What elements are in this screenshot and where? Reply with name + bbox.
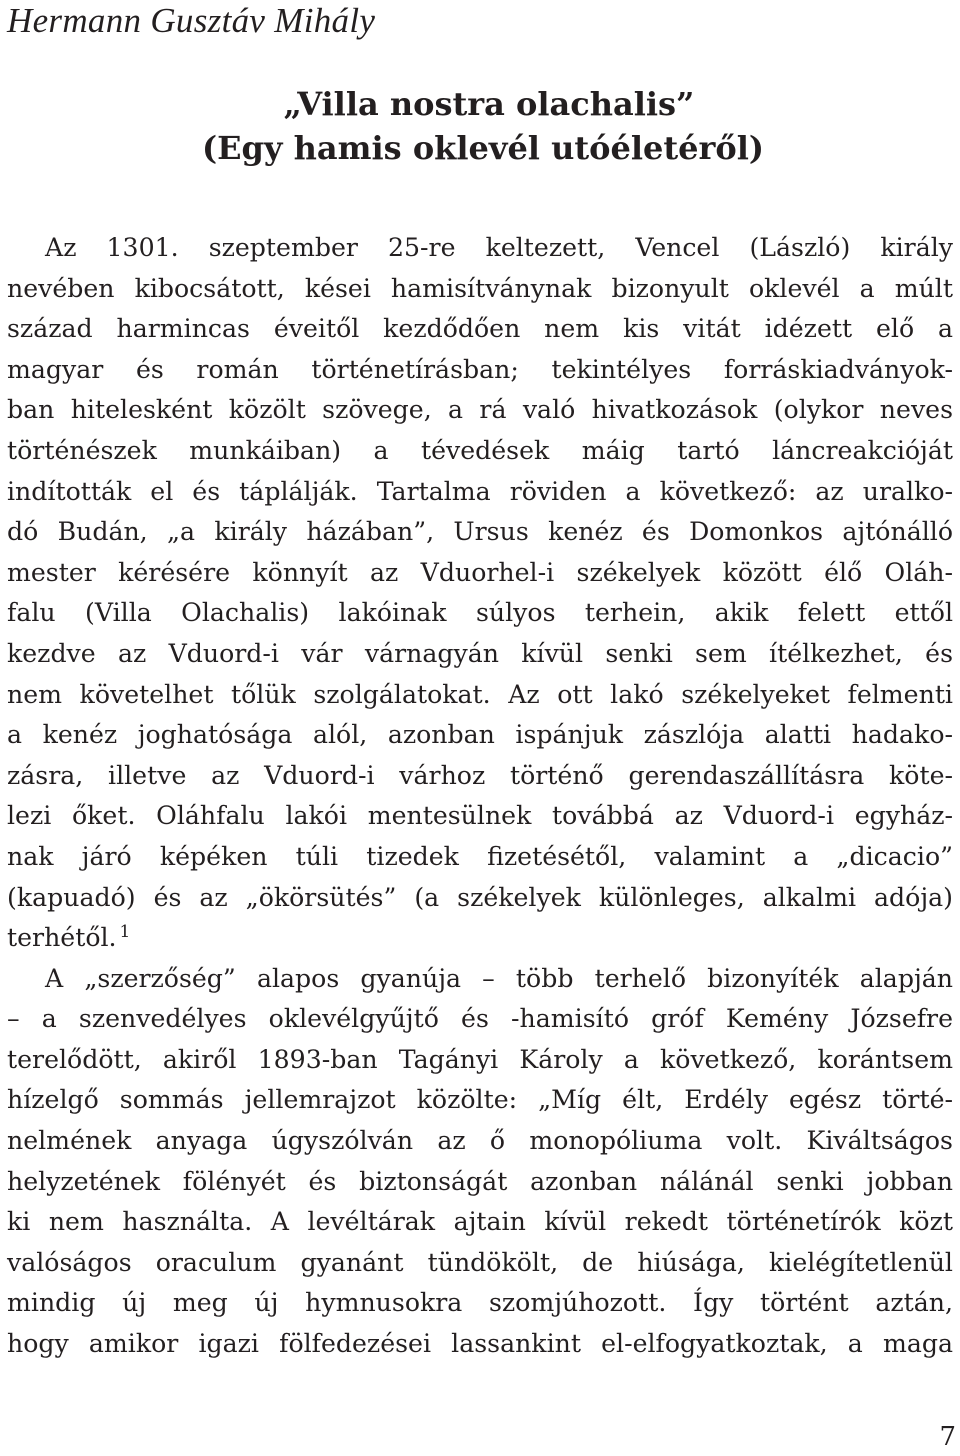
text-line: nelmének anyaga úgyszólván az ő monopóliuma volt. Kiváltságos bbox=[7, 1126, 953, 1156]
text-line: lezi őket. Oláhfalu lakói mentesülnek továbbá az Vduord-i egyház- bbox=[7, 801, 953, 831]
paragraph-2 bbox=[7, 959, 953, 1365]
text-line-last bbox=[7, 918, 953, 959]
text-line: kezdve az Vduord-i vár várnagyán kívül senki sem ítélkezhet, és bbox=[7, 638, 953, 668]
text-line: mindig új meg új hymnusokra szomjúhozott. Így történt aztán, bbox=[7, 1288, 953, 1318]
author-name: Hermann Gusztáv Mihály bbox=[7, 1, 376, 40]
text-line: ki nem használta. A levéltárak ajtain kívül rekedt történetírók közt bbox=[7, 1207, 953, 1237]
text-line: – a szenvedélyes oklevélgyűjtő és -hamisító gróf Kemény Józsefre bbox=[7, 1004, 953, 1034]
text-line: helyzetének fölényét és biztonságát azonban nálánál senki jobban bbox=[7, 1166, 953, 1196]
text-line: valóságos oraculum gyanánt tündökölt, de hiúsága, kielégítetlenül bbox=[7, 1247, 953, 1277]
text-line: falu (Villa Olachalis) lakóinak súlyos terhein, akik felett ettől bbox=[7, 598, 953, 628]
text-line: ban hitelesként közölt szövege, a rá való hivatkozások (olykor neves bbox=[7, 395, 953, 425]
text-line: Az 1301. szeptember 25-re keltezett, Vencel (László) király bbox=[45, 233, 953, 262]
text-line: indították el és táplálják. Tartalma röviden a következő: az uralko- bbox=[7, 476, 953, 506]
title-line-2: (Egy hamis oklevél utóéletéről) bbox=[202, 129, 764, 167]
text-line: mester kérésére könnyít az Vduorhel-i székelyek között élő Oláh- bbox=[7, 557, 953, 587]
text-line: A „szerzőség” alapos gyanúja – több terhelő bizonyíték alapján bbox=[45, 963, 953, 993]
article-title bbox=[0, 82, 960, 170]
text-line: dó Budán, „a király házában”, Ursus kenéz és Domonkos ajtónálló bbox=[7, 517, 953, 547]
text-line: század harmincas éveitől kezdődően nem kis vitát idézett elő a bbox=[7, 314, 953, 344]
title-line-1: „Villa nostra olachalis” bbox=[283, 85, 695, 123]
text-line: terhétől. bbox=[7, 923, 117, 953]
paragraph-1 bbox=[7, 228, 953, 959]
text-line: nak járó képéken túli tizedek fizetésétől, valamint a „dicacio” bbox=[7, 841, 953, 871]
text-line: magyar és román történetírásban; tekintélyes forráskiadványok- bbox=[7, 354, 953, 384]
text-line: hízelgő sommás jellemrajzot közölte: „Míg élt, Erdély egész törté- bbox=[7, 1085, 953, 1115]
page-number: 7 bbox=[939, 1422, 956, 1452]
text-line: nem követelhet tőlük szolgálatokat. Az ott lakó székelyeket felmenti bbox=[7, 679, 953, 709]
footnote-reference[interactable]: 1 bbox=[119, 922, 131, 943]
text-line: nevében kibocsátott, kései hamisítványnak bizonyult oklevél a múlt bbox=[7, 273, 953, 303]
text-line: történészek munkáiban) a tévedések máig tartó láncreakcióját bbox=[7, 435, 953, 465]
text-line: zásra, illetve az Vduord-i várhoz történő gerendaszállításra köte- bbox=[7, 760, 953, 790]
text-line: a kenéz joghatósága alól, azonban ispánjuk zászlója alatti hadako- bbox=[7, 720, 953, 750]
body-text bbox=[7, 228, 953, 1365]
text-line: terelődött, akiről 1893-ban Tagányi Károly a következő, korántsem bbox=[7, 1044, 953, 1074]
text-line: hogy amikor igazi fölfedezései lassankint el-elfogyatkoztak, a maga bbox=[7, 1329, 953, 1359]
text-line: (kapuadó) és az „ökörsütés” (a székelyek különleges, alkalmi adója) bbox=[7, 882, 953, 912]
